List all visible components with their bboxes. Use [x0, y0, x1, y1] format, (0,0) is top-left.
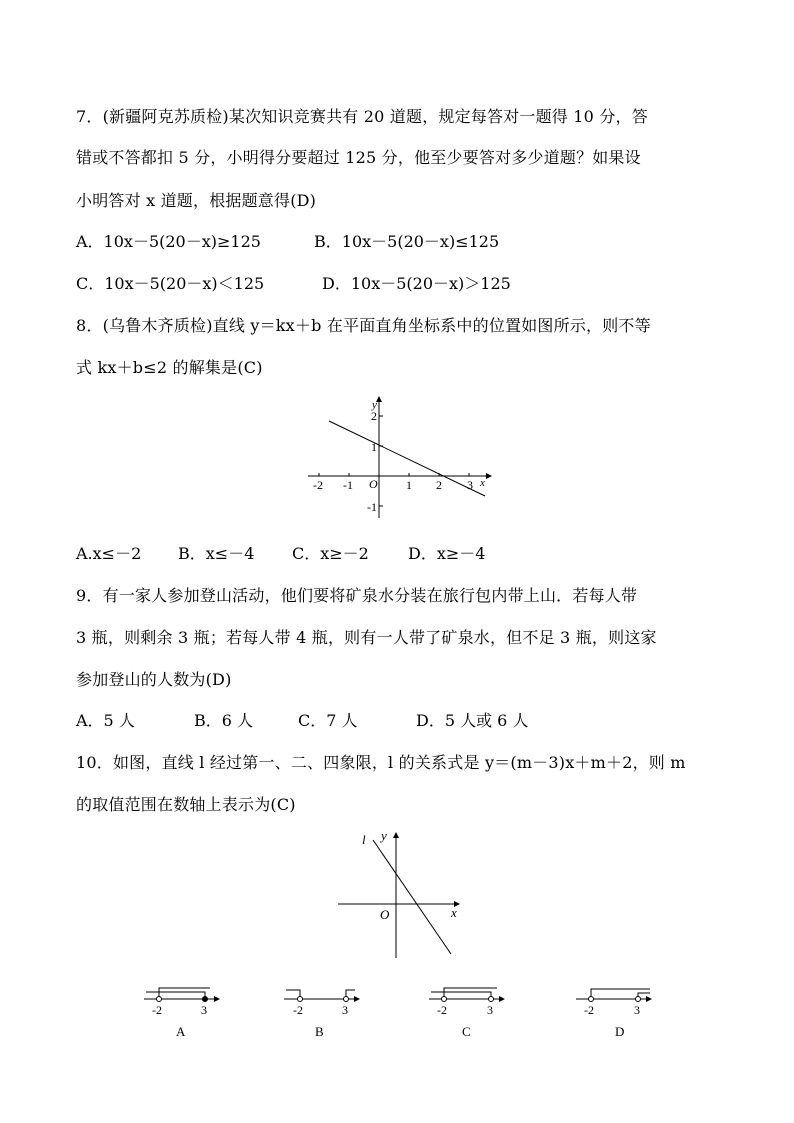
q8-x-tick-label: 2: [436, 478, 442, 492]
q10-line-1: 10．如图，直线 l 经过第一、二、四象限，l 的关系式是 y＝(m－3)x＋m＋2，则 m: [76, 753, 686, 772]
open-point: [157, 997, 162, 1002]
tick-label-right: 3: [201, 1003, 207, 1017]
tick-label-right: 3: [634, 1003, 640, 1017]
q8-x-tick-label: -1: [343, 478, 353, 492]
q8-option-b: B．x≤－4: [178, 544, 255, 563]
open-point: [636, 997, 641, 1002]
q10-y-arrow-icon: [393, 832, 399, 838]
tick-label-left: -2: [293, 1003, 303, 1017]
q8-y-tick-label: 2: [371, 409, 377, 423]
closed-point: [203, 997, 208, 1002]
q7-line-2: 错或不答都扣 5 分，小明得分要超过 125 分，他至少要答对多少道题？如果设: [76, 148, 641, 167]
open-point: [298, 997, 303, 1002]
open-point: [489, 997, 494, 1002]
q9-option-b: B．6 人: [194, 711, 254, 730]
q9-option-c: C．7 人: [298, 711, 358, 730]
q8-y-arrow-icon: [376, 396, 382, 402]
open-point: [442, 997, 447, 1002]
q10-origin-label: O: [380, 907, 390, 922]
q7-line-1: 7．(新疆阿克苏质检)某次知识竞赛共有 20 道题，规定每答对一题得 10 分，答: [76, 107, 648, 126]
q7-option-c: C．10x－5(20－x)＜125: [76, 274, 265, 293]
q7-option-d: D．10x－5(20－x)＞125: [322, 274, 511, 293]
axis-arrow-icon: [646, 996, 652, 1002]
option-caption: D: [615, 1024, 625, 1039]
q10-number-line-d: [572, 984, 656, 1040]
option-caption: B: [315, 1024, 324, 1039]
q8-x-tick-label: 1: [406, 478, 412, 492]
q8-option-a: A.x≤－2: [76, 544, 142, 563]
q10-number-line-b: [280, 984, 364, 1040]
q9-option-d: D．5 人或 6 人: [416, 711, 529, 730]
q8-x-tick-label: 3: [467, 478, 473, 492]
q10-y-axis-label: y: [381, 828, 387, 843]
q8-option-d: D．x≥－4: [408, 544, 486, 563]
tick-label-left: -2: [584, 1003, 594, 1017]
q10-line-2: 的取值范围在数轴上表示为(C): [76, 795, 296, 814]
q9-option-a: A．5 人: [76, 711, 135, 730]
q8-line-2: 式 kx＋b≤2 的解集是(C): [76, 358, 263, 377]
q7-line-3: 小明答对 x 道题，根据题意得(D): [76, 191, 317, 210]
q8-x-arrow-icon: [486, 473, 492, 479]
q10-line-label: l: [362, 832, 366, 847]
q9-line-3: 参加登山的人数为(D): [76, 670, 232, 689]
q8-y-axis-label: y: [372, 399, 377, 411]
q9-line-1: 9．有一家人参加登山活动，他们要将矿泉水分装在旅行包内带上山．若每人带: [76, 586, 638, 605]
tick-label-left: -2: [152, 1003, 162, 1017]
axis-arrow-icon: [499, 996, 505, 1002]
solution-region-bracket: [159, 988, 210, 999]
tick-label-right: 3: [487, 1003, 493, 1017]
q10-coordinate-figure: [330, 826, 470, 960]
open-point: [344, 997, 349, 1002]
q8-option-c: C．x≥－2: [292, 544, 369, 563]
axis-arrow-icon: [214, 996, 220, 1002]
axis-arrow-icon: [354, 996, 360, 1002]
tick-label-right: 3: [342, 1003, 348, 1017]
solution-region-bracket: [591, 989, 650, 999]
q10-x-axis-label: x: [451, 905, 457, 920]
q7-option-a: A．10x－5(20－x)≥125: [76, 232, 261, 251]
q8-y-tick-label: -1: [367, 500, 377, 514]
open-point: [589, 997, 594, 1002]
tick-label-left: -2: [437, 1003, 447, 1017]
q7-option-b: B．10x－5(20－x)≤125: [314, 232, 500, 251]
q8-coordinate-figure: [300, 396, 500, 520]
solution-region-bracket: [431, 992, 491, 999]
q9-line-2: 3 瓶，则剩余 3 瓶；若每人带 4 瓶，则有一人带了矿泉水，但不足 3 瓶，则这家: [76, 628, 657, 647]
option-caption: C: [462, 1024, 471, 1039]
q10-number-line-a: [140, 984, 224, 1040]
solution-region-bracket: [146, 992, 205, 999]
q8-y-tick-label: 1: [371, 440, 377, 454]
q8-x-tick-label: -2: [313, 478, 323, 492]
option-caption: A: [176, 1024, 186, 1039]
q10-number-line-c: [425, 984, 509, 1040]
q8-line-1: 8．(乌鲁木齐质检)直线 y＝kx＋b 在平面直角坐标系中的位置如图所示，则不等: [76, 316, 651, 335]
q8-x-axis-label: x: [480, 477, 485, 489]
q10-line-l: [373, 840, 451, 954]
q8-origin-label: O: [369, 477, 378, 491]
